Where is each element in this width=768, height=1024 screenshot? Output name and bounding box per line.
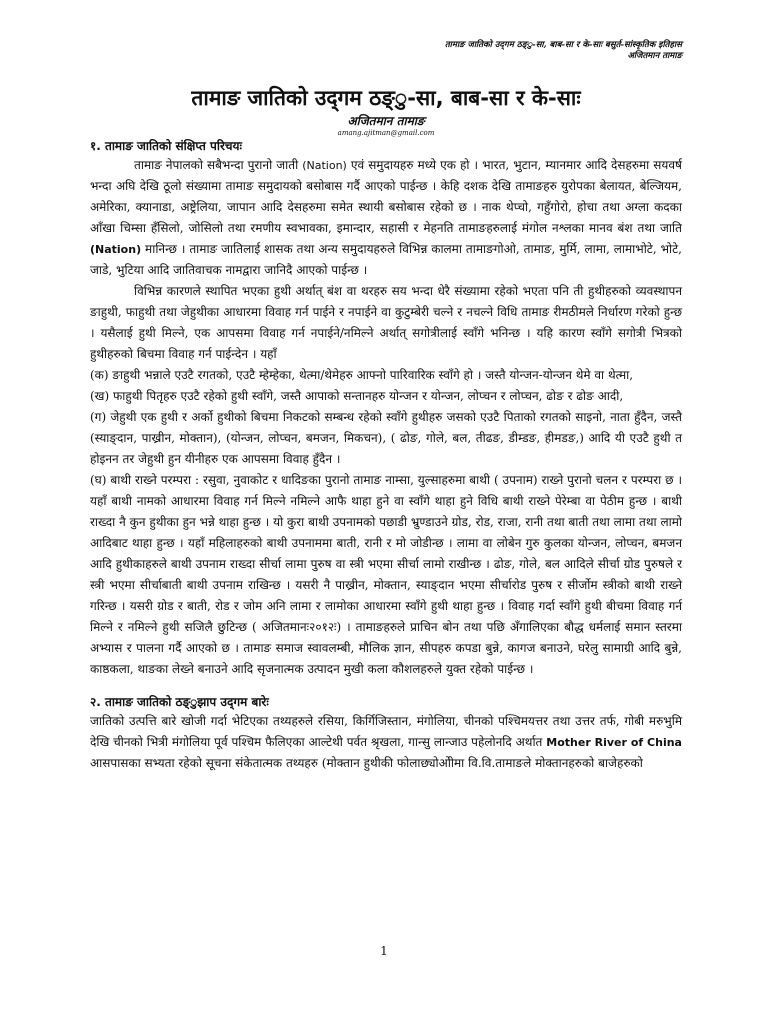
- para1-part-b: एवं समुदायहरु मध्ये एक हो । भारत, भुटान, म्यानमार आदि देसहरुमा सयवर्ष भन्दा अघि देखि ठूलो संख्यामा तामाङ समुदायको बसोबास गर्दै आएको पाईन्छ । केहि दशक देखि तामाङहरु युरोपका बेलायत, बेल्जियम, अमेरिका, क्यानाडा, अष्ट्रेलिया, जापान आदि देसहरुमा समेत स्थायी बसोबास रहेको छ । नाक थेप्चो, गहुँगोरो, होचा तथा अग्ला कदका आँखा चिम्सा हँसिलो, जोसिलो तथा रमणीय स्वभावका, इमान्दार, सहासी र मेहनति तामाङहरुलाई मंगोल नश्लका मानव बंश तथा जाति: [90, 158, 682, 235]
- article-author: अजितमान तामाङ: [347, 114, 425, 128]
- section-1-paragraph-1: [90, 155, 682, 281]
- section2-part-b: आसपासका सभ्यता रहेको सूचना संकेतात्मक तथ्यहरु (मोक्तान हुथीकी फोलाछ्योओीमा वि.वि.तामाङले मोक्तानहरुको बाजेहरुको: [90, 756, 643, 770]
- section-2-heading: २. तामाङ जातिको ठङ्ुझाप उद्‌गम बारेः: [90, 695, 269, 709]
- running-head-title: तामाङ जातिको उद्‌गम ठङ्ु-सा, बाब-सा र के-साः बसुर्त-सांस्कृतिक इतिहास: [444, 40, 682, 50]
- para1-nation: (Nation): [302, 159, 347, 172]
- para1-part-a: तामाङ नेपालको सबैभन्दा पुरानो जाती: [134, 158, 303, 172]
- mother-river-phrase: Mother River of China: [546, 736, 682, 749]
- page-number: 1: [380, 944, 388, 958]
- list-item-kha: (ख) फाहुथी पितृहरु एउटै रहेको हुथी स्वाँगे, जस्तै आपाको सन्तानहरु योन्जन र योन्जन, लोप्चन र लोप्चन, ढोङ र ढोङ आदी,: [90, 389, 624, 403]
- section-1-heading: १. तामाङ जातिको संक्षिप्त परिचयः: [90, 139, 242, 153]
- list-item-gha: (घ) बाथी राख्ने परम्परा : रसुवा, नुवाकोट र धादिङका पुरानो तामाङ नाम्सा, युल्साहरुमा बाथी ( उपनाम) राख्ने पुरानो चलन र परम्परा छ । यहाँ बाथी नामको आधारमा विवाह गर्न मिल्ने नमिल्ने आफै थाहा हुने वा स्वाँगे थाहा हुने विधि बाथी राख्ने पेरेम्बा वा पेठीम हुन्छ । बाथी राख्दा नै कुन हुथीका हुन भन्ने थाहा हुन्छ । यो कुरा बाथी उपनामको पछाडी भ्रुण्डाउने ग्रोड, रोड, राजा, रानी तथा बाती तथा लामा तथा लामो आदिबाट थाहा हुन्छ । यहाँ महिलाहरुको बाथी उपनाममा बाती, रानी र मो जोडीन्छ । लामा वा लोबेन गुरु कुलका योन्जन, लोप्चन, बमजन आदि हुथीकाहरुले बाथी उपनाम राख्दा सीर्चा लामा पुरुष वा स्त्री भएमा सीर्चा लामो राखीन्छ । ढोङ, गोले, बल आदिले सीर्चा ग्रोड पुरुषले र स्त्री भएमा सीर्चाबाती बाथी उपनाम राखिन्छ । यसरी नै पाख्रीन, मोक्तान, स्याङ्दान भएमा सीर्चारोड पुरुष र सीर्जोम स्त्रीको बाथी राख्ने गरिन्छ । यसरी ग्रोड र बाती, रोड र जोम अनि लामा र लामोका आधारमा स्वाँगे हुथी थाहा हुन्छ । विवाह गर्दा स्वाँगे हुथी बीचमा विवाह गर्न मिल्ने र नमिल्ने हुथी सजिलै छुटिन्छ ( अजितमानः२०१२ः) । तामाङहरुले प्राचिन बोन तथा पछि अँगालिएका बौद्ध धर्मलाई समान स्तरमा अभ्यास र पालना गर्दै आएको छ । तामाङ समाज स्वावलम्बी, मौलिक ज्ञान, सीपहरु कपडा बुन्ने, कागज बनाउने, घरेलु सामाग्री आदि बुन्ने, काष्ठकला, थाङका लेख्ने बनाउने आदि सृजनात्मक उत्पादन मुखी कला कौशलहरुले युक्त रहेको पाईन्छ ।: [90, 473, 682, 676]
- para1-nation-2: (Nation): [90, 243, 142, 256]
- list-item-ga: (ग) जेहुथी एक हुथी र अर्को हुथीको बिचमा निकटको सम्बन्ध रहेको स्वाँगे हुथीहरु जसको एउटै पिताको रगतको साइनो, नाता हुँदैन, जस्तै (स्याङ्दान, पाख्रीन, मोक्तान), (योन्जन, लोप्चन, बमजन, मिकचन), ( ढोङ, गोले, बल, तीढङ, डीम्डङ, हीमडङ,) आदि यी एउटै हुथी त होइनन तर जेहुथी हुन यीनीहरु एक आपसमा विवाह हुँदैन ।: [90, 410, 682, 466]
- section2-part-a: जातिको उत्पत्ति बारे खोजी गर्दा भेटिएका तथ्यहरुले रसिया, किर्गिजिस्तान, मंगोलिया, चीनको पश्चिमयत्तर तथा उत्तर तर्फ, गोबी मरुभुमि देखि चीनको भित्री मंगोलिया पूर्व पश्चिम फैलिएका आल्टेथी पर्वत श्रृखला, गान्सु लान्जाउ पहेलोनदि अर्थात: [90, 714, 682, 749]
- article-title: तामाङ जातिको उद्‌गम ठङ्ु-सा, बाब-सा र के-साः: [191, 86, 581, 110]
- author-email: amang.ajitman@gmail.com: [337, 129, 435, 137]
- running-head-author: अजितमान तामाङ: [627, 51, 682, 61]
- running-head: [90, 40, 682, 62]
- list-item-ka: (क) ङाहुथी भन्नाले एउटै रगतको, एउटै म्हेम्हेका, थेत्मा/थेमेहरु आफ्नो पारिवारिक स्वाँगे हो । जस्तै योन्जन-योन्जन थेमे वा थेत्मा,: [90, 368, 634, 382]
- section-2-paragraph-1: [90, 711, 682, 774]
- section-1-paragraph-2: विभिन्न कारणले स्थापित भएका हुथी अर्थात् बंश वा थरहरु सय भन्दा धेरै संख्यामा रहेको भएता पनि ती हुथीहरुको व्यवस्थापन ङाहुथी, फाहुथी तथा जेहुथीका आधारमा विवाह गर्न पाईने र नपाईने वा कुटुम्बेरी चल्ने र नचल्ने विधि तामाङ रीमठीमले निर्धारण गरेको हुन्छ । यसैलाई हुथी मिल्ने, एक आपसमा विवाह गर्न नपाईने/नमिल्ने अर्थात् सगोत्रीलाई स्वाँगे भनिन्छ । यहि कारण स्वाँगे सगोत्री भित्रको हुथीहरुको बिचमा विवाह गर्न पाईन्देन । यहाँ: [90, 284, 682, 361]
- para1-part-c: मानिन्छ । तामाङ जातिलाई शासक तथा अन्य समुदायहरुले विभिन्न कालमा तामाङगोओ, तामाङ, मुर्मि, लामा, लामाभोटे, भोटे, जाडे, भुटिया आदि जातिवाचक नामद्वारा जानिदै आएको पाईन्छ ।: [90, 242, 682, 277]
